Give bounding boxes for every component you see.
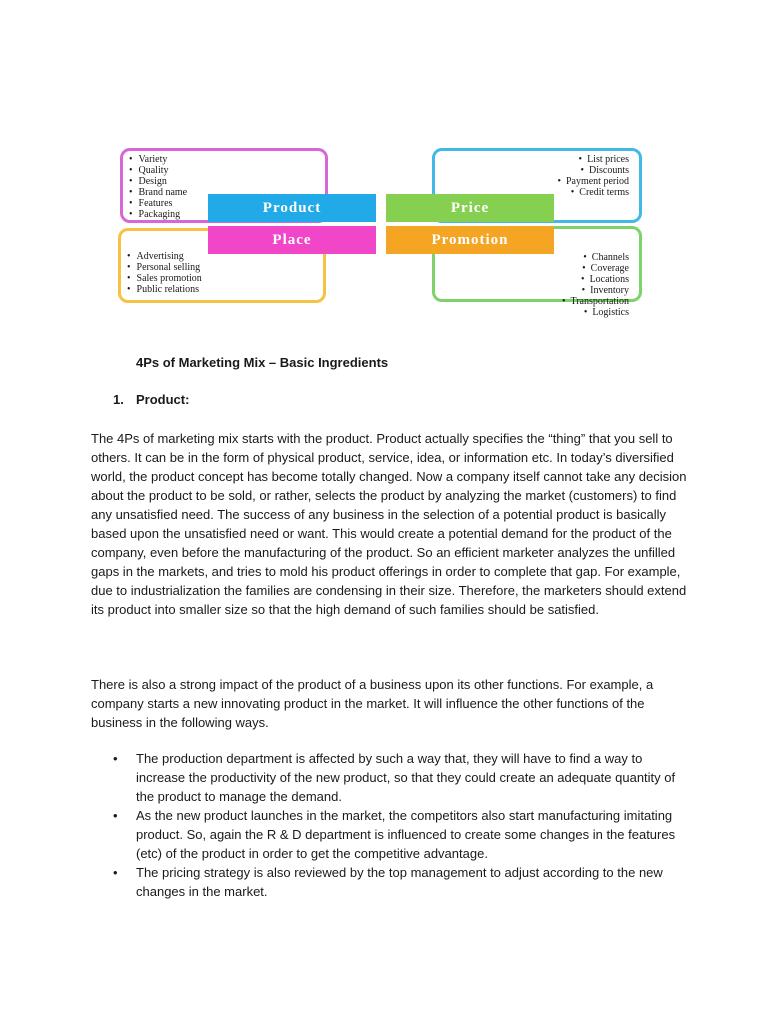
list-item-text: As the new product launches in the market, the competitors also start manufacturing imitating product. So, again the R & D department is influenced to create some changes in the features (etc) of the product in order to get the competitive advantage. bbox=[136, 808, 676, 861]
product-attribute: • Brand name bbox=[129, 187, 325, 198]
bullet-symbol: • bbox=[113, 751, 118, 766]
place-label-box: Place bbox=[208, 226, 376, 254]
marketing-mix-diagram bbox=[116, 146, 644, 318]
price-attribute: • Discounts bbox=[435, 165, 629, 176]
list-item bbox=[113, 806, 693, 863]
place-attribute: • Advertising bbox=[127, 251, 323, 262]
list-item-text: The pricing strategy is also reviewed by the top management to adjust according to the new changes in the market. bbox=[136, 865, 663, 899]
price-attribute: • Credit terms bbox=[435, 187, 629, 198]
section-number: 1. bbox=[113, 392, 124, 407]
paragraph: There is also a strong impact of the product of a business upon its other functions. For example, a company starts a new innovating product in the market. It will influence the other functions of the business in the following ways. bbox=[91, 677, 654, 730]
price-attribute: • Payment period bbox=[435, 176, 629, 187]
section-title bbox=[113, 392, 189, 407]
promotion-attribute: • Transportation bbox=[435, 296, 629, 307]
product-attribute: • Quality bbox=[129, 165, 325, 176]
promotion-attribute: • Inventory bbox=[435, 285, 629, 296]
product-attribute: • Design bbox=[129, 176, 325, 187]
product-attribute: • Features bbox=[129, 198, 325, 209]
price-label-box: Price bbox=[386, 194, 554, 222]
paragraph: The 4Ps of marketing mix starts with the product. Product actually specifies the “thing” that you sell to others. It can be in the form of physical product, service, idea, or information etc. In today’s diversified world, the product concept has become totally changed. Now a company itself cannot take any decision about the product to be sold, or rather, selects the product by analyzing the market (customers) to find any unsatisfied need. The success of any business in the selection of a potential product is basically based upon the unsatisfied need or want. This would create a potential demand for the product of the company, even before the manufacturing of the product. So an efficient marketer analyzes the unfilled gaps in the markets, and tries to mold his product offerings in order to complete that gap. For example, due to industrialization the families are condensing in their size. Therefore, the marketers should extend its product into smaller size so that the high demand of such families should be satisfied. bbox=[91, 431, 687, 617]
place-attribute: • Public relations bbox=[127, 284, 323, 295]
product-attribute: • Packaging bbox=[129, 209, 325, 220]
product-label-box: Product bbox=[208, 194, 376, 222]
bullet-list bbox=[113, 749, 693, 901]
promotion-label-box: Promotion bbox=[386, 226, 554, 254]
bullet-symbol: • bbox=[113, 865, 118, 880]
price-attribute: • List prices bbox=[435, 154, 629, 165]
section-title-text: Product: bbox=[136, 392, 190, 407]
list-item bbox=[113, 749, 693, 806]
product-attribute: • Variety bbox=[129, 154, 325, 165]
bullet-symbol: • bbox=[113, 808, 118, 823]
list-item-text: The production department is affected by such a way that, they will have to find a way to increase the productivity of the new product, so that they could create an adequate quantity of the product to manage the demand. bbox=[136, 751, 676, 804]
promotion-attribute: • Logistics bbox=[435, 307, 629, 318]
document-heading: 4Ps of Marketing Mix – Basic Ingredients bbox=[136, 355, 389, 370]
place-attribute: • Personal selling bbox=[127, 262, 323, 273]
list-item bbox=[113, 863, 693, 901]
place-attribute: • Sales promotion bbox=[127, 273, 323, 284]
promotion-attribute: • Coverage bbox=[435, 263, 629, 274]
promotion-attribute: • Locations bbox=[435, 274, 629, 285]
promotion-attribute: • Channels bbox=[435, 252, 629, 263]
